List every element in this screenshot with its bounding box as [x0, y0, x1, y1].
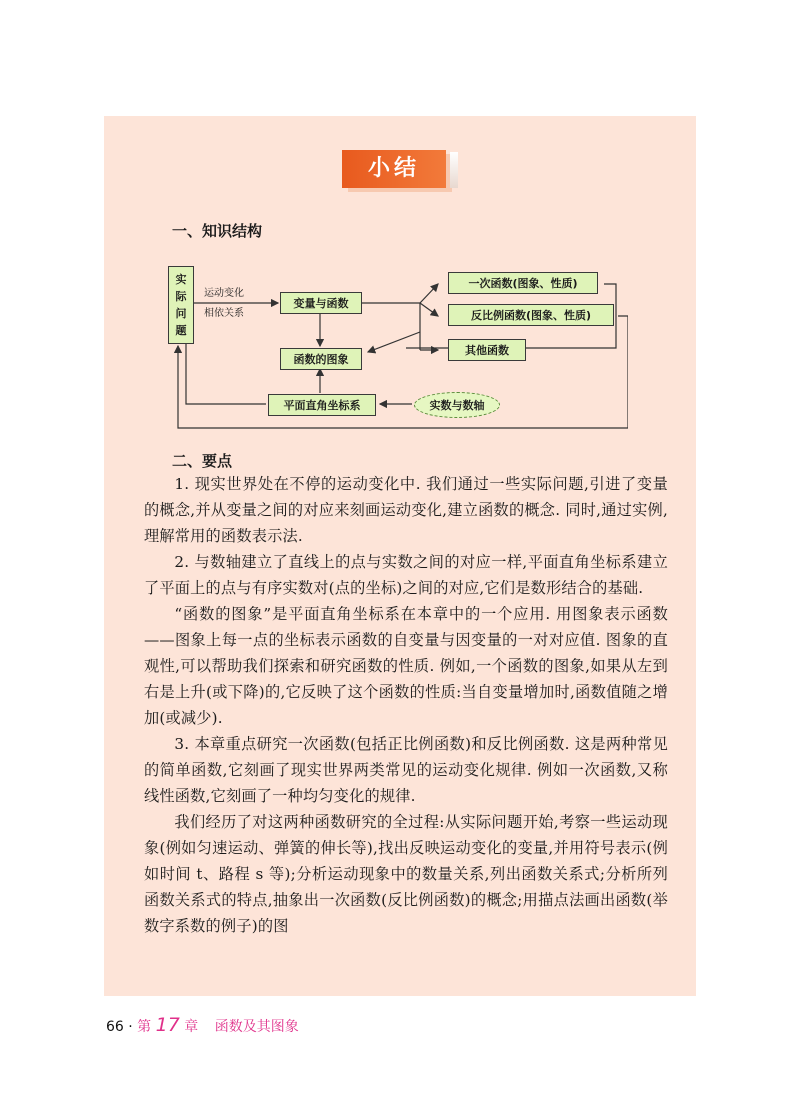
- structure-heading: 一、知识结构: [172, 222, 263, 240]
- node-real-problem-char: 际: [175, 290, 187, 303]
- content-panel: [104, 116, 696, 996]
- node-real-problem-char: 题: [175, 324, 187, 337]
- knowledge-structure-diagram: [158, 256, 628, 434]
- paragraph: 1. 现实世界处在不停的运动变化中. 我们通过一些实际问题,引进了变量的概念,并从变量之间的对应来刻画运动变化,建立函数的概念. 同时,通过实例,理解常用的函数表示法.: [144, 475, 668, 545]
- page-footer: [106, 1014, 299, 1036]
- node-linear-function: 一次函数(图象、性质): [448, 272, 598, 294]
- node-function-graph: 函数的图象: [280, 348, 362, 370]
- paragraph: “函数的图象”是平面直角坐标系在本章中的一个应用. 用图象表示函数——图象上每一点的坐标表示函数的自变量与因变量的一对对应值. 图象的直观性,可以帮助我们探索和研究函数的性质. 例如,一个函数的图象,如果从左到右是上升(或下降)的,它反映了这个函数的性质:当自变量增加时,函数值随之增加(或减少).: [144, 605, 668, 727]
- paragraph: 2. 与数轴建立了直线上的点与实数之间的对应一样,平面直角坐标系建立了平面上的点与有序实数对(点的坐标)之间的对应,它们是数形结合的基础.: [144, 553, 668, 597]
- paragraph: 3. 本章重点研究一次函数(包括正比例函数)和反比例函数. 这是两种常见的简单函数,它刻画了现实世界两类常见的运动变化规律. 例如一次函数,又称线性函数,它刻画了一种均匀变化的规律.: [144, 735, 668, 805]
- chapter-suffix: 章: [184, 1019, 199, 1035]
- node-other-functions: 其他函数: [448, 339, 526, 361]
- chapter-title: 函数及其图象: [214, 1019, 299, 1035]
- page-title: 小结: [367, 156, 420, 181]
- node-real-problem: [168, 266, 194, 344]
- node-inverse-proportion: 反比例函数(图象、性质): [448, 304, 614, 326]
- title-banner: [342, 150, 446, 188]
- node-real-problem-char: 实: [175, 273, 187, 286]
- node-variable-function: 变量与函数: [280, 292, 362, 314]
- points-heading: 二、要点: [172, 452, 233, 470]
- body-text: [144, 471, 668, 939]
- node-real-problem-char: 问: [175, 307, 187, 320]
- node-coordinate-system: 平面直角坐标系: [268, 394, 376, 416]
- chapter-number: 17: [155, 1014, 180, 1036]
- node-real-number-axis: 实数与数轴: [414, 392, 500, 418]
- edge-label-dependency: 相依关系: [204, 308, 244, 319]
- page-number: 66 ·: [106, 1019, 133, 1035]
- edge-label-motion-change: 运动变化: [204, 288, 244, 299]
- title-decoration: [450, 152, 458, 188]
- chapter-prefix: 第: [137, 1019, 152, 1035]
- paragraph: 我们经历了对这两种函数研究的全过程:从实际问题开始,考察一些运动现象(例如匀速运动、弹簧的伸长等),找出反映运动变化的变量,并用符号表示(例如时间 t、路程 s 等);分析运动现象中的数量关系,列出函数关系式;分析所列函数关系式的特点,抽象出一次函数(反比例函数)的概念;用描点法画出函数(举数字系数的例子)的图: [144, 813, 668, 935]
